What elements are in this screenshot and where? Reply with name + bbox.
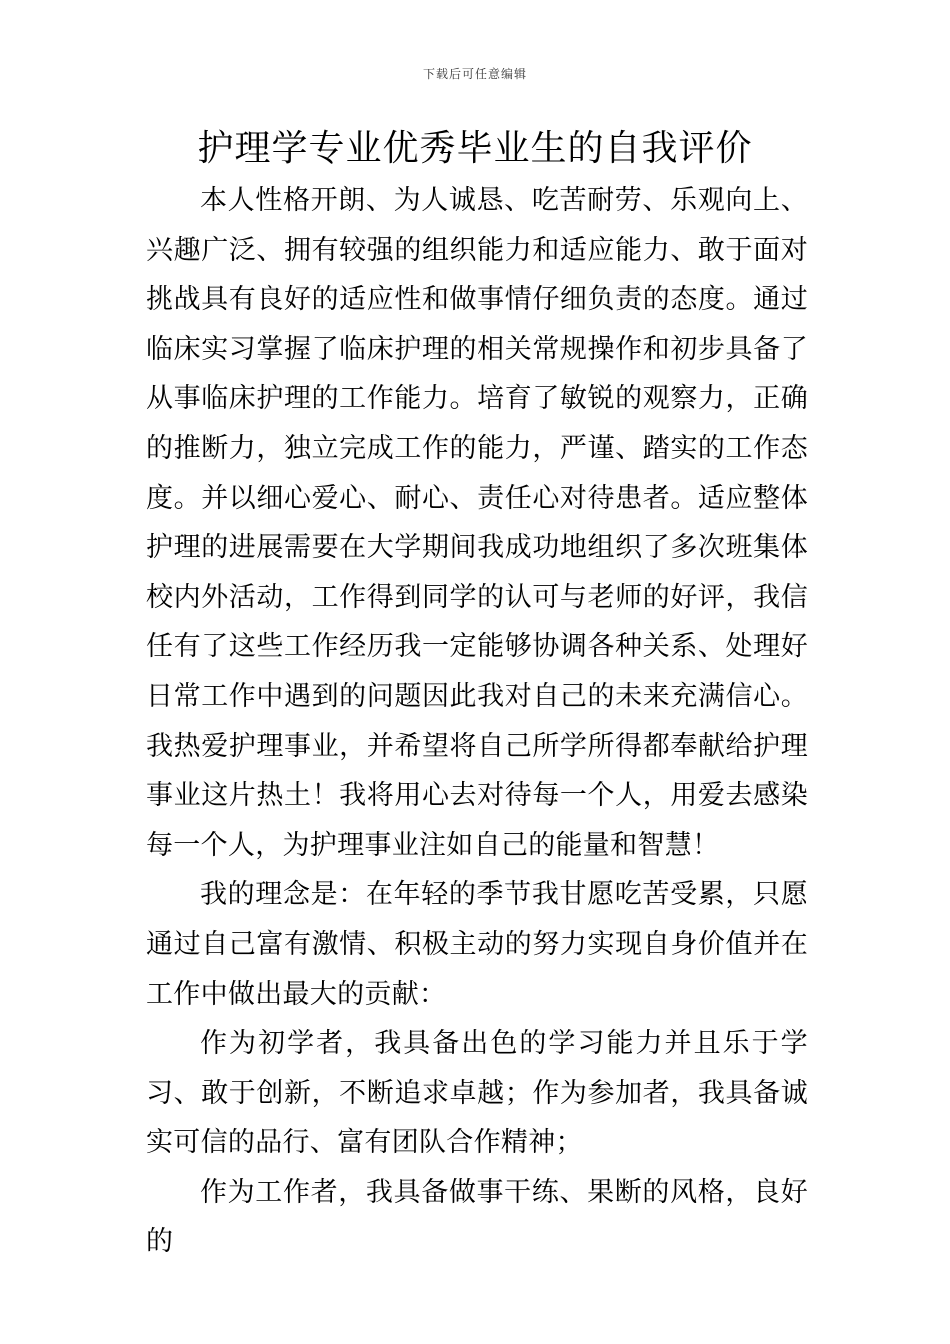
paragraph-as-learner: 作为初学者，我具备出色的学习能力并且乐于学习、敢于创新，不断追求卓越；作为参加者，我具备诚实可信的品行、富有团队合作精神；: [146, 1028, 808, 1159]
header-note: 下载后可任意编辑: [422, 67, 527, 81]
paragraph-self-description: 本人性格开朗、为人诚恳、吃苦耐劳、乐观向上、兴趣广泛、拥有较强的组织能力和适应能力、敢于面对挑战具有良好的适应性和做事情仔细负责的态度。通过临床实习掌握了临床护理的相关常规操作和初步具备了从事临床护理的工作能力。培育了敏锐的观察力，正确的推断力，独立完成工作的能力，严谨、踏实的工作态度。并以细心爱心、耐心、责任心对待患者。适应整体护理的进展需要在大学期间我成功地组织了多次班集体校内外活动，工作得到同学的认可与老师的好评，我信任有了这些工作经历我一定能够协调各种关系、处理好日常工作中遇到的问题因此我对自己的未来充满信心。我热爱护理事业，并希望将自己所学所得都奉献给护理事业这片热土！我将用心去对待每一个人，用爱去感染每一个人，为护理事业注如自己的能量和智慧！: [146, 185, 808, 861]
paragraph-as-worker: 作为工作者，我具备做事干练、果断的风格，良好的: [146, 1176, 808, 1258]
paragraph-philosophy: 我的理念是：在年轻的季节我甘愿吃苦受累，只愿通过自己富有激情、积极主动的努力实现自身价值并在工作中做出最大的贡献：: [146, 879, 808, 1010]
document-title: 护理学专业优秀毕业生的自我评价: [197, 128, 753, 169]
document-body: [146, 176, 808, 1267]
